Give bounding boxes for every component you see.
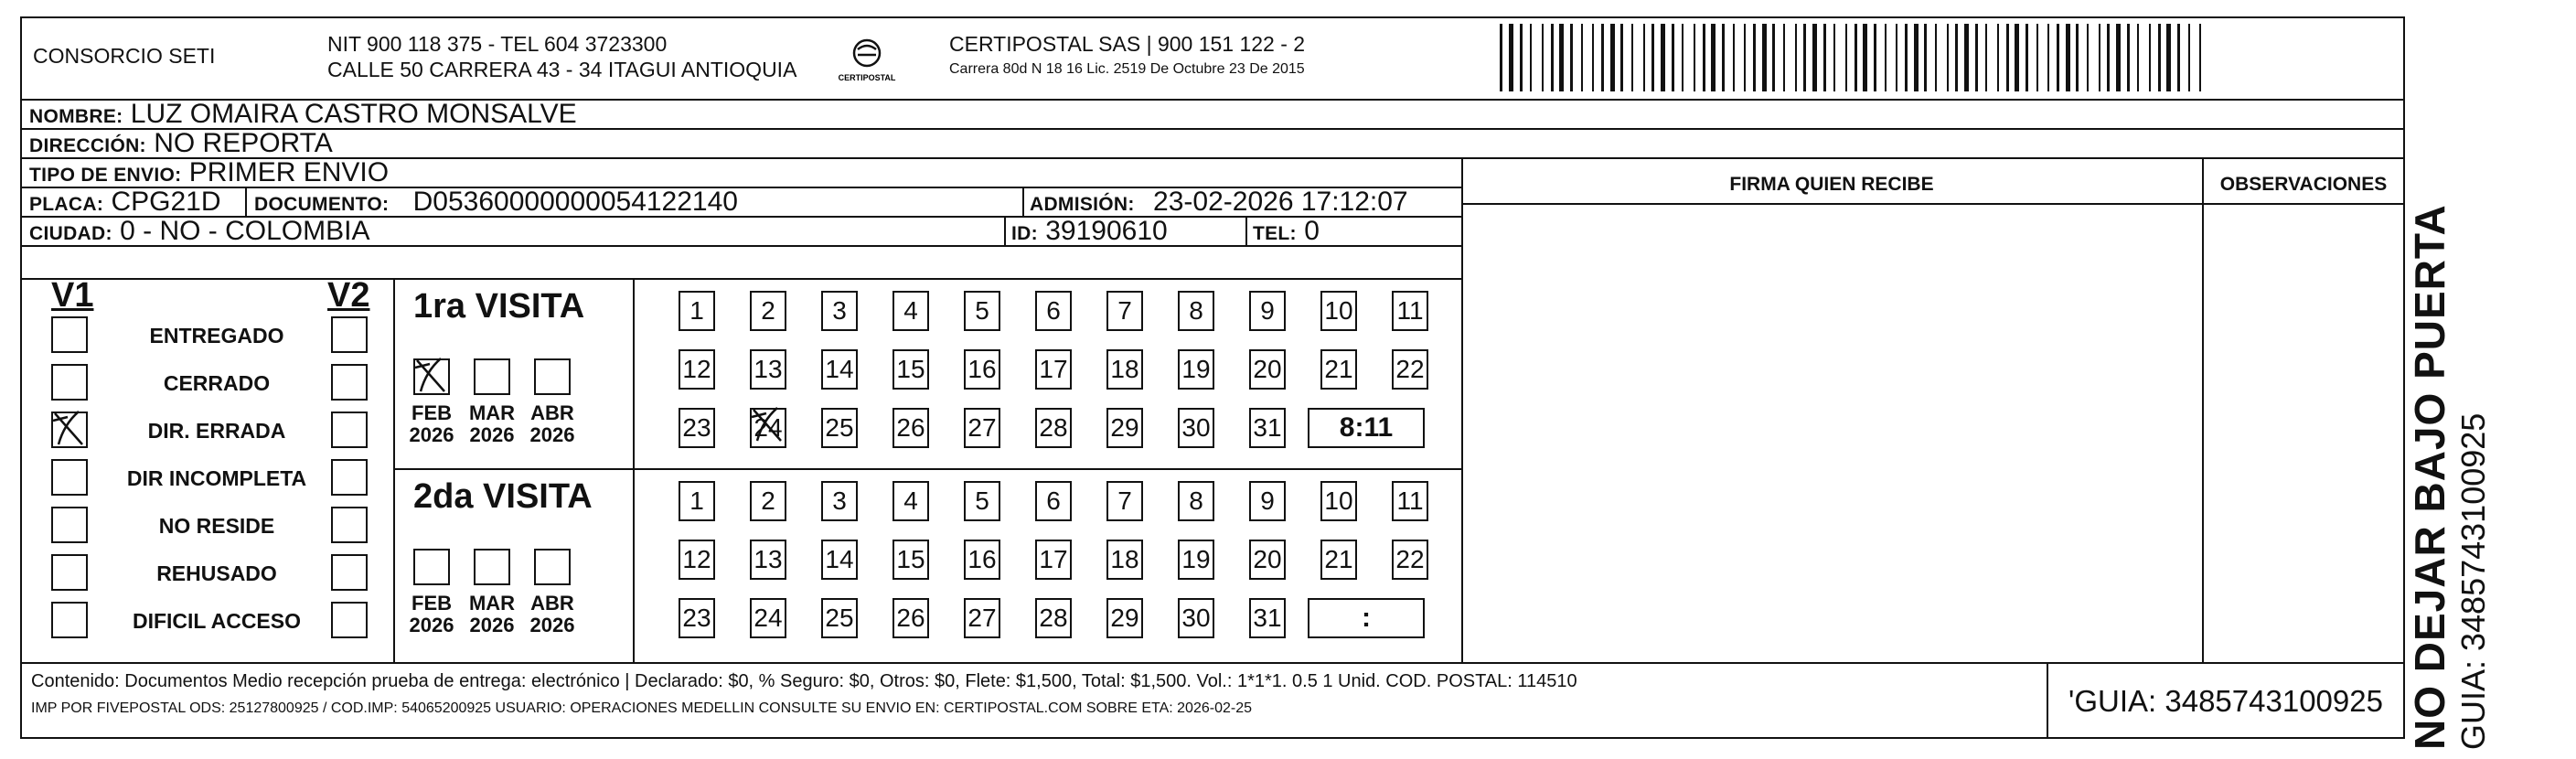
day-box[interactable]: 20 xyxy=(1249,349,1286,390)
barcode-bar xyxy=(2107,24,2110,91)
barcode-bar xyxy=(1947,24,1949,91)
status-option-label: DIFICIL ACCESO xyxy=(132,609,301,633)
day-box[interactable]: 7 xyxy=(1106,481,1143,521)
day-box[interactable]: 21 xyxy=(1320,540,1357,580)
barcode-bar xyxy=(1592,24,1594,91)
month-year: 2026 xyxy=(469,614,515,636)
day-box[interactable]: 27 xyxy=(964,598,1000,638)
placa-label: PLACA: xyxy=(29,194,104,215)
day-box[interactable]: 30 xyxy=(1178,408,1214,448)
month-name: MAR xyxy=(468,401,516,424)
direccion-value: NO REPORTA xyxy=(154,128,333,158)
day-box[interactable]: 1 xyxy=(679,481,715,521)
day-box[interactable]: 6 xyxy=(1035,291,1072,331)
day-box[interactable]: 16 xyxy=(964,540,1000,580)
day-box[interactable]: 30 xyxy=(1178,598,1214,638)
certipostal-line: CERTIPOSTAL SAS | 900 151 122 - 2 xyxy=(949,32,1306,56)
day-box[interactable]: 15 xyxy=(893,349,929,390)
day-box[interactable]: 9 xyxy=(1249,481,1286,521)
barcode-bar xyxy=(1631,24,1633,91)
barcode-bar xyxy=(2036,24,2038,91)
v1-checkbox[interactable] xyxy=(51,364,88,401)
barcode-bar xyxy=(1722,24,1725,91)
barcode-bar xyxy=(1530,24,1532,91)
ciudad-value: 0 - NO - COLOMBIA xyxy=(120,216,370,246)
barcode-bar xyxy=(1682,24,1683,91)
barcode-bar xyxy=(1762,24,1767,91)
tipo-label: TIPO DE ENVIO: xyxy=(29,165,182,186)
day-box[interactable]: 5 xyxy=(964,481,1000,521)
nombre-label: NOMBRE: xyxy=(29,106,123,127)
visita1-title: 1ra VISITA xyxy=(413,287,585,326)
day-box[interactable]: 7 xyxy=(1106,291,1143,331)
visita2-title: 2da VISITA xyxy=(413,477,593,516)
day-box[interactable]: 3 xyxy=(821,291,858,331)
barcode-bar xyxy=(1581,24,1583,91)
contenido-line: Contenido: Documentos Medio recepción prueba de entrega: electrónico | Declarado: $0, % Seguro: $0, Otros: $0, Flete: $1,500, Total: $1,500. Vol.: 1*1*1. 0.5 1 Unid. COD. POSTAL: 114510 xyxy=(31,671,1577,691)
ciudad-label: CIUDAD: xyxy=(29,223,112,244)
barcode-bar xyxy=(1703,24,1705,91)
barcode-bar xyxy=(2087,24,2089,91)
month-checkbox[interactable] xyxy=(474,358,510,395)
barcode-bar xyxy=(2177,24,2180,91)
barcode-bar xyxy=(2137,24,2139,91)
v1-checkbox[interactable] xyxy=(51,507,88,543)
barcode-bar xyxy=(2006,24,2009,91)
month-label xyxy=(525,402,580,446)
day-box[interactable]: 23 xyxy=(679,408,715,448)
barcode-bar xyxy=(2116,24,2121,91)
status-option-label: NO RESIDE xyxy=(158,514,275,538)
day-box[interactable]: 25 xyxy=(821,408,858,448)
barcode-bar xyxy=(1924,24,1927,91)
barcode-bar xyxy=(1620,24,1623,91)
firma-header: FIRMA QUIEN RECIBE xyxy=(1729,174,1934,195)
month-name: ABR xyxy=(530,592,574,615)
barcode-bar xyxy=(1795,24,1797,91)
barcode-bar xyxy=(2099,24,2100,91)
day-box[interactable]: 13 xyxy=(750,540,786,580)
day-box[interactable]: 31 xyxy=(1249,598,1286,638)
v2-checkbox[interactable] xyxy=(331,507,368,543)
day-box[interactable]: 24 xyxy=(750,408,786,448)
barcode-bar xyxy=(1896,24,1897,91)
divider xyxy=(1022,187,1024,216)
barcode-bar xyxy=(1905,24,1908,91)
side-warning: NO DEJAR BAJO PUERTA xyxy=(2406,204,2453,750)
barcode-bar xyxy=(1772,24,1775,91)
month-checkbox[interactable] xyxy=(534,358,571,395)
status-option-label: CERRADO xyxy=(163,371,271,395)
tel-value: 0 xyxy=(1304,216,1320,246)
month-label xyxy=(465,402,519,446)
barcode-bar xyxy=(1823,24,1826,91)
v2-checkbox[interactable] xyxy=(331,459,368,496)
month-checkbox[interactable] xyxy=(413,549,450,585)
day-box[interactable]: 17 xyxy=(1035,540,1072,580)
barcode-bar xyxy=(2015,24,2019,91)
day-box[interactable]: 10 xyxy=(1320,481,1357,521)
status-option-label: DIR. ERRADA xyxy=(147,419,286,443)
day-box[interactable]: 11 xyxy=(1392,291,1428,331)
day-box[interactable]: 17 xyxy=(1035,349,1072,390)
barcode-bar xyxy=(1559,24,1564,91)
barcode-bar xyxy=(1885,24,1887,91)
month-name: MAR xyxy=(468,592,516,615)
day-box[interactable]: 29 xyxy=(1106,598,1143,638)
company-contact xyxy=(327,31,796,82)
documento-value: D05360000000054122140 xyxy=(412,187,738,217)
barcode-bar xyxy=(2076,24,2079,91)
day-box[interactable]: 6 xyxy=(1035,481,1072,521)
barcode-bar xyxy=(2047,24,2049,91)
day-box[interactable]: 19 xyxy=(1178,349,1214,390)
day-box[interactable]: 18 xyxy=(1106,349,1143,390)
v2-label: V2 xyxy=(327,276,370,315)
day-box[interactable]: 22 xyxy=(1392,349,1428,390)
address-line: CALLE 50 CARRERA 43 - 34 ITAGUI ANTIOQUIA xyxy=(327,58,797,81)
ciudad-field xyxy=(29,216,369,250)
day-box[interactable]: 9 xyxy=(1249,291,1286,331)
month-name: ABR xyxy=(530,401,574,424)
month-checkbox[interactable] xyxy=(534,549,571,585)
id-label: ID: xyxy=(1011,223,1038,244)
id-value: 39190610 xyxy=(1045,216,1168,246)
barcode-bar xyxy=(1711,24,1716,91)
barcode-bar xyxy=(1643,24,1645,91)
day-box[interactable]: 14 xyxy=(821,349,858,390)
month-name: FEB xyxy=(412,592,452,615)
guia-number: 'GUIA: 3485743100925 xyxy=(2068,684,2383,718)
day-box[interactable]: 26 xyxy=(893,598,929,638)
license-line: Carrera 80d N 18 16 Lic. 2519 De Octubre 23 De 2015 xyxy=(949,61,1305,77)
day-box[interactable]: 1 xyxy=(679,291,715,331)
month-checkbox[interactable] xyxy=(474,549,510,585)
divider xyxy=(1461,157,1463,662)
day-box[interactable]: 23 xyxy=(679,598,715,638)
day-box[interactable]: 14 xyxy=(821,540,858,580)
barcode-bar xyxy=(2127,24,2130,91)
day-box[interactable]: 2 xyxy=(750,291,786,331)
barcode-bar xyxy=(1570,24,1573,91)
day-box[interactable]: 15 xyxy=(893,540,929,580)
day-box[interactable]: 18 xyxy=(1106,540,1143,580)
v2-checkbox[interactable] xyxy=(331,554,368,591)
barcode-bar xyxy=(2188,24,2190,91)
barcode-bar xyxy=(1694,24,1695,91)
barcode-bar xyxy=(1914,24,1919,91)
barcode-bar xyxy=(2199,24,2201,91)
imp-line: IMP POR FIVEPOSTAL ODS: 25127800925 / COD.IMP: 54065200925 USUARIO: OPERACIONES MEDELLIN CONSULTE SU ENVIO EN: CERTIPOSTAL.COM SOBRE ETA: 2026-02-25 xyxy=(31,700,1252,716)
barcode-bar xyxy=(1803,24,1806,91)
id-field xyxy=(1011,216,1168,250)
barcode-bar xyxy=(1985,24,1987,91)
barcode-bar xyxy=(2149,24,2151,91)
day-box[interactable]: 20 xyxy=(1249,540,1286,580)
day-box[interactable]: 26 xyxy=(893,408,929,448)
day-box[interactable]: 16 xyxy=(964,349,1000,390)
barcode-bar xyxy=(1520,24,1523,91)
month-year: 2026 xyxy=(409,614,454,636)
v1-checkbox[interactable] xyxy=(51,459,88,496)
barcode-bar xyxy=(1975,24,1978,91)
barcode-bar xyxy=(1874,24,1876,91)
side-guia: GUIA: 3485743100925 xyxy=(2454,412,2492,750)
divider xyxy=(2202,157,2204,662)
v2-checkbox[interactable] xyxy=(331,316,368,353)
day-box[interactable]: 21 xyxy=(1320,349,1357,390)
v2-checkbox[interactable] xyxy=(331,412,368,448)
handwritten-mark-icon xyxy=(51,408,88,448)
month-checkbox[interactable] xyxy=(413,358,450,395)
v1-checkbox[interactable] xyxy=(51,602,88,638)
observaciones-header: OBSERVACIONES xyxy=(2219,174,2388,195)
barcode-bar xyxy=(1863,24,1867,91)
divider xyxy=(393,468,1461,470)
handwritten-mark-icon xyxy=(413,355,450,395)
barcode-bar xyxy=(1753,24,1756,91)
v1-label: V1 xyxy=(51,276,94,315)
divider xyxy=(393,278,395,662)
barcode-bar xyxy=(1845,24,1847,91)
v1-checkbox[interactable] xyxy=(51,412,88,448)
day-box[interactable]: 13 xyxy=(750,349,786,390)
company-name: CONSORCIO SETI xyxy=(33,44,216,68)
visit-time-field[interactable]: : xyxy=(1308,598,1425,638)
divider xyxy=(1461,203,2405,205)
barcode-bar xyxy=(1964,24,1969,91)
divider xyxy=(1004,216,1006,245)
svg-text:CERTIPOSTAL: CERTIPOSTAL xyxy=(838,73,896,82)
month-label xyxy=(525,593,580,636)
tel-field xyxy=(1253,216,1320,250)
v2-checkbox[interactable] xyxy=(331,602,368,638)
month-year: 2026 xyxy=(469,423,515,446)
day-box[interactable]: 29 xyxy=(1106,408,1143,448)
documento-label: DOCUMENTO: xyxy=(254,194,390,215)
admision-label: ADMISIÓN: xyxy=(1030,194,1135,215)
day-box[interactable]: 3 xyxy=(821,481,858,521)
barcode-bar xyxy=(1651,24,1654,91)
month-name: FEB xyxy=(412,401,452,424)
barcode-bar xyxy=(2066,24,2070,91)
barcode-bar xyxy=(1744,24,1746,91)
month-year: 2026 xyxy=(529,423,575,446)
month-year: 2026 xyxy=(529,614,575,636)
barcode-bar xyxy=(1500,24,1502,91)
divider xyxy=(633,278,635,662)
day-box[interactable]: 31 xyxy=(1249,408,1286,448)
day-box[interactable]: 12 xyxy=(679,540,715,580)
barcode-bar xyxy=(1509,24,1513,91)
admision-value: 23-02-2026 17:12:07 xyxy=(1153,187,1408,217)
nit-line: NIT 900 118 375 - TEL 604 3723300 xyxy=(327,32,668,56)
barcode-bar xyxy=(2166,24,2171,91)
barcode-bar xyxy=(1661,24,1665,91)
barcode-bar xyxy=(1672,24,1674,91)
day-box[interactable]: 25 xyxy=(821,598,858,638)
day-box[interactable]: 4 xyxy=(893,481,929,521)
placa-value: CPG21D xyxy=(111,187,221,217)
barcode-bar xyxy=(1997,24,1999,91)
month-label xyxy=(404,593,459,636)
barcode-bar xyxy=(1610,24,1615,91)
barcode-bar xyxy=(1733,24,1735,91)
v1-checkbox[interactable] xyxy=(51,554,88,591)
barcode-bar xyxy=(1935,24,1937,91)
day-box[interactable]: 27 xyxy=(964,408,1000,448)
certipostal-logo xyxy=(830,35,903,90)
side-text xyxy=(2405,204,2493,750)
barcode-bar xyxy=(2057,24,2059,91)
day-box[interactable]: 11 xyxy=(1392,481,1428,521)
visit-time-field[interactable]: 8:11 xyxy=(1308,408,1425,448)
barcode-bar xyxy=(1601,24,1604,91)
day-box[interactable]: 12 xyxy=(679,349,715,390)
day-box[interactable]: 24 xyxy=(750,598,786,638)
status-option-label: REHUSADO xyxy=(156,561,277,585)
v1-checkbox[interactable] xyxy=(51,316,88,353)
day-box[interactable]: 28 xyxy=(1035,598,1072,638)
barcode-bar xyxy=(1833,24,1835,91)
direccion-label: DIRECCIÓN: xyxy=(29,135,146,156)
day-box[interactable]: 8 xyxy=(1178,481,1214,521)
day-box[interactable]: 8 xyxy=(1178,291,1214,331)
tipo-value: PRIMER ENVIO xyxy=(188,157,390,187)
barcode-bar xyxy=(2026,24,2028,91)
barcode-bar xyxy=(1855,24,1857,91)
barcode xyxy=(1500,24,2204,91)
month-year: 2026 xyxy=(409,423,454,446)
day-box[interactable]: 10 xyxy=(1320,291,1357,331)
day-box[interactable]: 2 xyxy=(750,481,786,521)
day-box[interactable]: 28 xyxy=(1035,408,1072,448)
barcode-bar xyxy=(1783,24,1785,91)
status-option-label: DIR INCOMPLETA xyxy=(126,466,307,490)
barcode-bar xyxy=(1955,24,1958,91)
month-label xyxy=(465,593,519,636)
v2-checkbox[interactable] xyxy=(331,364,368,401)
tel-label: TEL: xyxy=(1253,223,1297,244)
month-label xyxy=(404,402,459,446)
barcode-bar xyxy=(1542,24,1544,91)
day-box[interactable]: 5 xyxy=(964,291,1000,331)
certipostal-info xyxy=(949,31,1305,82)
nombre-value: LUZ OMAIRA CASTRO MONSALVE xyxy=(130,99,577,129)
day-box[interactable]: 4 xyxy=(893,291,929,331)
handwritten-mark-icon xyxy=(750,404,786,444)
day-box[interactable]: 22 xyxy=(1392,540,1428,580)
barcode-bar xyxy=(1551,24,1554,91)
divider xyxy=(20,278,1461,280)
day-box[interactable]: 19 xyxy=(1178,540,1214,580)
barcode-bar xyxy=(1812,24,1817,91)
barcode-bar xyxy=(2158,24,2161,91)
status-option-label: ENTREGADO xyxy=(149,324,284,347)
